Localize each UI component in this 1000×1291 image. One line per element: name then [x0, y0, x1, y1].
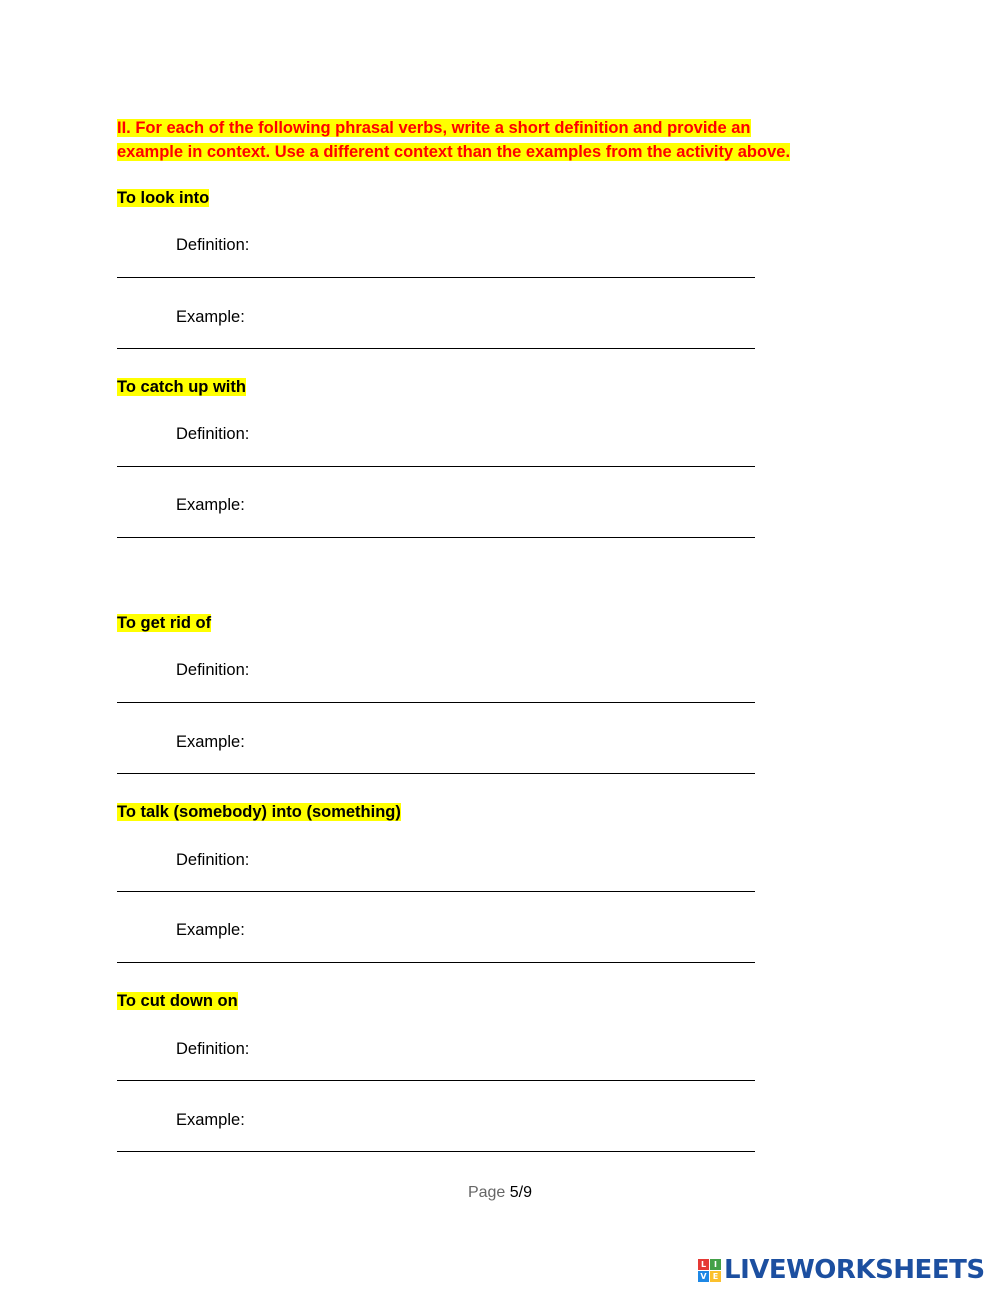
liveworksheets-logo — [698, 1255, 985, 1285]
example-answer-field[interactable] — [117, 750, 759, 774]
answer-line — [117, 348, 755, 349]
verb-heading-catch-up-with: To catch up with — [117, 378, 246, 396]
logo-text: LIVEWORKSHEETS — [724, 1255, 985, 1285]
definition-answer-field[interactable] — [117, 254, 759, 278]
definition-label: Definition: — [176, 236, 250, 254]
logo-tile-i: I — [710, 1259, 721, 1270]
answer-line — [117, 277, 755, 278]
answer-line — [117, 466, 755, 467]
answer-line — [117, 962, 755, 963]
liveworksheets-logo-icon — [698, 1259, 721, 1282]
example-answer-field[interactable] — [117, 514, 759, 538]
logo-tile-v: V — [698, 1271, 709, 1282]
page-word: Page — [467, 1184, 506, 1201]
example-label: Example: — [176, 1111, 245, 1129]
definition-label: Definition: — [176, 1040, 250, 1058]
definition-label: Definition: — [176, 425, 250, 443]
instructions-line-1: II. For each of the following phrasal verbs, write a short definition and provide an — [117, 119, 751, 137]
instructions — [117, 116, 877, 164]
example-label: Example: — [176, 308, 245, 326]
example-label: Example: — [176, 496, 245, 514]
definition-answer-field[interactable] — [117, 679, 759, 703]
example-label: Example: — [176, 733, 245, 751]
answer-line — [117, 773, 755, 774]
definition-answer-field[interactable] — [117, 868, 759, 892]
page-count: 5/9 — [509, 1184, 533, 1201]
verb-heading-cut-down-on: To cut down on — [117, 992, 238, 1010]
definition-label: Definition: — [176, 851, 250, 869]
logo-tile-l: L — [698, 1259, 709, 1270]
verb-heading-talk-into: To talk (somebody) into (something) — [117, 803, 401, 821]
example-answer-field[interactable] — [117, 325, 759, 349]
verb-heading-look-into: To look into — [117, 189, 210, 207]
answer-line — [117, 1151, 755, 1152]
answer-line — [117, 702, 755, 703]
example-answer-field[interactable] — [117, 1128, 759, 1152]
verb-heading-get-rid-of: To get rid of — [117, 614, 212, 632]
definition-answer-field[interactable] — [117, 1057, 759, 1081]
answer-line — [117, 891, 755, 892]
page-number — [0, 1184, 1000, 1202]
logo-tile-e: E — [710, 1271, 721, 1282]
answer-line — [117, 537, 755, 538]
instructions-line-2: example in context. Use a different context than the examples from the activity above. — [117, 143, 791, 161]
answer-line — [117, 1080, 755, 1081]
definition-answer-field[interactable] — [117, 443, 759, 467]
example-answer-field[interactable] — [117, 939, 759, 963]
example-label: Example: — [176, 921, 245, 939]
definition-label: Definition: — [176, 661, 250, 679]
